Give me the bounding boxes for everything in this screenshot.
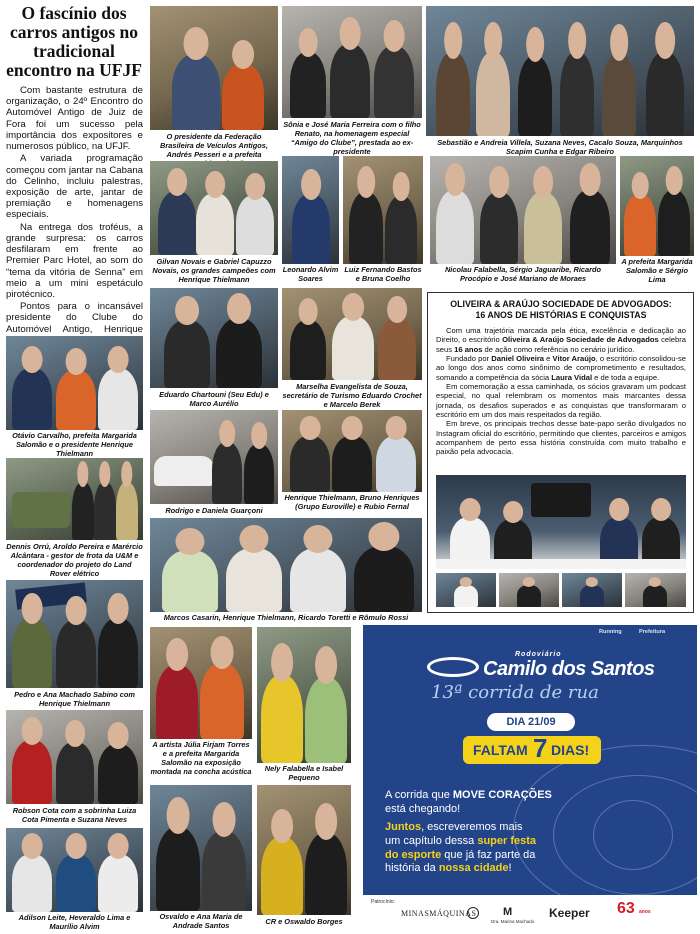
photo-caption: Leonardo Alvim Soares — [282, 265, 339, 283]
photo-osvaldo-ana — [150, 785, 252, 911]
date-badge: DIA 21/09 — [487, 713, 575, 731]
photo-novais-champions — [150, 161, 278, 255]
brand-name: Camilo dos Santos — [483, 658, 655, 680]
photo-group-villela — [426, 6, 694, 136]
photo-bastos-coelho — [343, 156, 423, 264]
article-paragraph: Na entrega dos troféus, a grande surpresa: os carros desfilaram em frente ao Premier Parc Hotel, ao som do “tema da vitória de Senna” em meio a um mini espetáculo pirotécnico. — [6, 221, 143, 300]
photo-caption: A prefeita Margarida Salomão e Sérgio Lima — [621, 257, 693, 284]
photo-otavio-carvalho — [6, 336, 143, 430]
podcast-thumb — [499, 573, 559, 607]
podcast-thumb — [436, 573, 496, 607]
photo-nely-isabel — [257, 627, 351, 763]
sponsor-marina: Dra. Marina Machado — [491, 919, 535, 924]
podcast-studio-photo — [436, 475, 686, 569]
ad-tagline: A corrida que MOVE CORAÇÕES está chegando! — [385, 789, 552, 815]
law-firm-body — [436, 326, 686, 457]
article-headline: O fascínio dos carros antigos no tradicional encontro na UFJF — [6, 3, 142, 80]
law-firm-paragraph: Em breve, os principais trechos desse bate-papo serão divulgados no Instagram oficial do escritório, permitindo que clientes, parceiros e amigos acompanhem de perto essa história construída com muito trabalho e paixão pela advocacia. — [436, 419, 686, 457]
photo-julia-firjam — [150, 627, 252, 739]
sponsor-label: Patrocínio: — [371, 899, 395, 905]
law-firm-title-line1: OLIVEIRA & ARAÚJO SOCIEDADE DE ADVOGADOS: — [450, 299, 672, 309]
brand-small: Rodoviário — [515, 651, 562, 658]
sponsor-63-anos: 63 — [617, 900, 635, 917]
photo-caption: A artista Júlia Firjam Torres e a prefeita Margarida Salomão na exposição montada na concha acústica — [150, 740, 252, 776]
running-logo: Running — [599, 629, 622, 635]
photo-ferreira-family — [282, 6, 422, 118]
law-firm-paragraph: Fundado por Daniel Oliveira e Vitor Araújo, o escritório consolidou-se ao longo dos anos como sinônimo de comprometimento e resultados, somando a competência da sócia Laura Vidal e de toda a equipe. — [436, 353, 686, 382]
photo-caption: O presidente da Federação Brasileira de Veículos Antigos, Andrés Pesseri e a prefeita — [160, 132, 268, 159]
photo-federation-president — [150, 6, 278, 130]
photo-chartouni-marco — [150, 288, 278, 388]
photo-turismo-secretary — [282, 288, 422, 380]
article-paragraph: Com bastante estrutura de organização, o 24º Encontro do Automóvel Antigo de Juiz de Fora foi um sucesso pela importância dos expositores e numerosos público, na UFJF. — [6, 85, 143, 153]
photo-caption: CR e Oswaldo Borges — [265, 917, 343, 926]
photo-caption: Rodrigo e Daniela Guarçoni — [165, 506, 263, 515]
law-firm-title-line2: 16 ANOS DE HISTÓRIAS E CONQUISTAS — [475, 309, 647, 320]
photo-caption: Luiz Fernando Bastos e Bruna Coelho — [344, 265, 422, 283]
photo-caption: Pedro e Ana Machado Sabino com Henrique Thielmann — [14, 690, 135, 708]
camilo-logo-icon — [427, 657, 479, 677]
photo-caption: Gilvan Novais e Gabriel Capuzzo Novais, os grandes campeões com Henrique Thielmann — [152, 257, 276, 284]
photo-caption: Marselha Evangelista de Souza, secretário de Turismo Eduardo Crochet e Marcelo Berek — [282, 382, 422, 409]
event-title: 13ª corrida de rua — [431, 682, 599, 703]
podcast-thumb — [625, 573, 686, 607]
photo-robson-cota — [6, 710, 143, 804]
sponsor-63-sub: anos — [639, 909, 651, 915]
photo-guarconi-car — [150, 410, 278, 504]
photo-adilson-leite — [6, 828, 143, 912]
law-firm-title — [436, 299, 686, 320]
law-firm-paragraph: Com uma trajetória marcada pela ética, excelência e dedicação ao Direito, o escritório Oliveira & Araújo Sociedade de Advogados celebra seus 16 anos de ação como referência no cenário jurídico. — [436, 326, 686, 354]
law-firm-article-box — [427, 292, 694, 613]
law-firm-paragraph: Em comemoração a essa caminhada, os sócios gravaram um podcast especial, no qual relembram os momentos mais marcantes dessa jornada, os desafios superados e as conquistas que transformaram o escritório em um dos mais respeitados da região. — [436, 381, 686, 419]
photo-caption: Osvaldo e Ana Maria de Andrade Santos — [159, 912, 243, 930]
photo-margarida-sergio — [620, 156, 694, 256]
sponsor-minasmaquinas: MINASMÁQUINAS — [401, 909, 477, 918]
photo-euroville — [282, 410, 422, 492]
photo-casarin-group — [150, 518, 422, 612]
marina-logo-icon: M — [503, 906, 513, 918]
photo-caption: Sônia e José Maria Ferreira com o filho Renato, na homenagem especial “Amigo do Clube”, prestada ao ex-presidente — [283, 120, 421, 156]
prefeitura-logo: Prefeitura — [639, 629, 666, 635]
ad-body-copy: Juntos, escreveremos mais um capítulo dessa super festa do esporte que já faz parte da história da nossa cidade! — [385, 821, 537, 875]
countdown-banner: FALTAM 7 DIAS! — [463, 736, 601, 764]
photo-caption: Nely Falabella e Isabel Pequeno — [264, 764, 344, 782]
photo-caption: Eduardo Chartouni (Seu Edu) e Marco Aurélio — [159, 390, 269, 408]
photo-falabella-group — [430, 156, 616, 264]
photo-caption: Adilson Leite, Heveraldo Lima e Maurílio Alvim — [18, 913, 131, 931]
photo-leonardo-alvim — [282, 156, 339, 264]
article-paragraph: Pontos para o incansável presidente do Clube do Automóvel Antigo, Henrique — [6, 301, 143, 335]
photo-caption: Marcos Casarin, Henrique Thielmann, Ricardo Toretti e Rômulo Rossi — [163, 613, 409, 622]
sponsor-keeper: Keeper — [549, 906, 590, 920]
photo-caption: Dennis Orrú, Aroldo Pereira e Marércio Alcântara - gestor de frota da U&M e coordenador do projeto do Land Rover elétrico — [6, 542, 143, 578]
photo-machado-sabino — [6, 580, 143, 688]
photo-caption: Robson Cota com a sobrinha Luiza Cota Pimenta e Suzana Neves — [12, 806, 137, 824]
photo-caption: Sebastião e Andreia Villela, Suzana Neves, Cacalo Souza, Marquinhos Scapim Cunha e Edgar Ribeiro — [437, 138, 683, 156]
sponsor-bar — [363, 895, 697, 931]
race-advertisement — [363, 625, 697, 931]
photo-land-rover — [6, 458, 143, 540]
article-paragraph: A variada programação começou com jantar na Cabana do Celinho, incluiu palestras, exposição de arte, jantar de premiação e homenagens especiais. — [6, 153, 143, 221]
photo-caption: Nicolau Falabella, Sérgio Jaguaribe, Ricardo Procópio e José Mariano de Moraes — [444, 265, 602, 283]
mercedes-icon — [467, 907, 479, 919]
photo-cr-oswaldo — [257, 785, 351, 915]
podcast-thumb — [562, 573, 622, 607]
article-body — [6, 85, 143, 358]
photo-caption: Otávio Carvalho, prefeita Margarida Salomão e o presidente Henrique Thielmann — [12, 431, 137, 458]
photo-caption: Henrique Thielmann, Bruno Henriques (Grupo Euroville) e Rubio Fernal — [284, 493, 420, 511]
